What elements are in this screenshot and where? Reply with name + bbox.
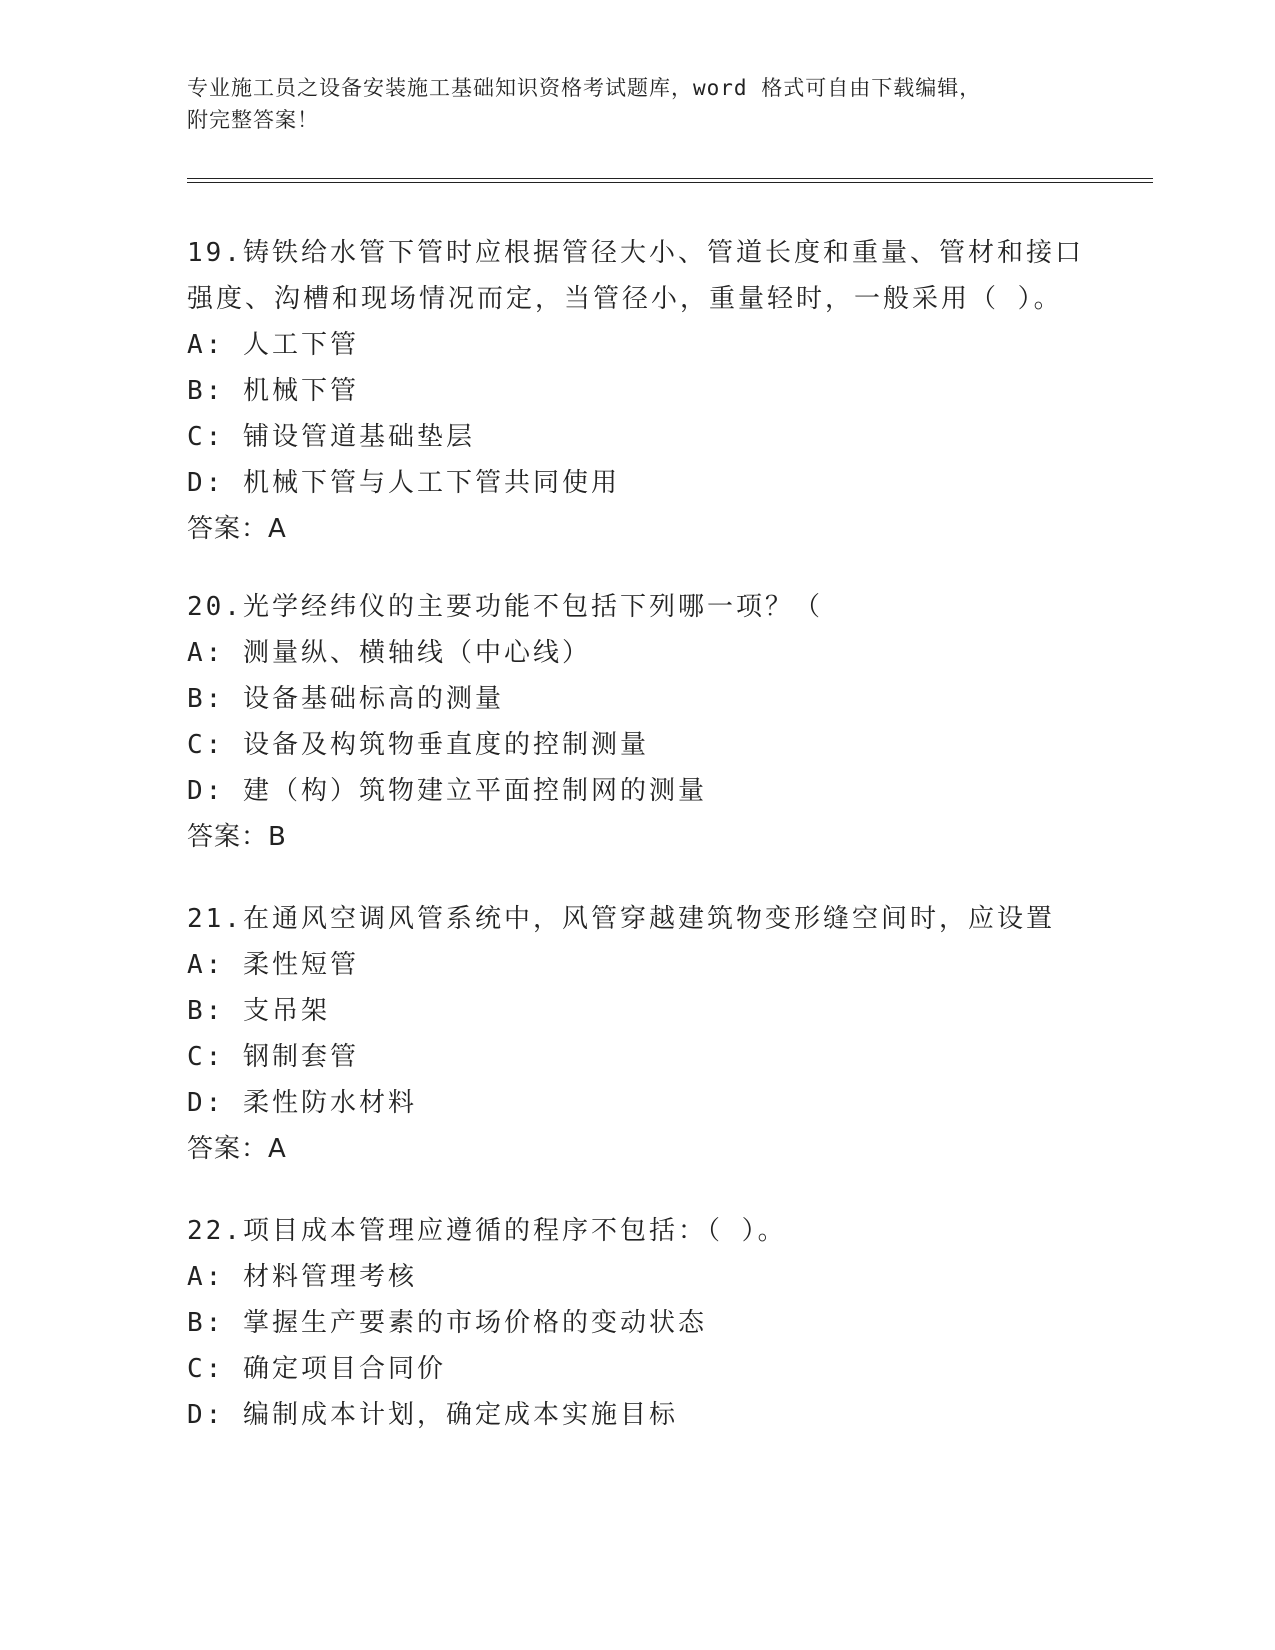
option-c: C: 确定项目合同价 [187,1354,446,1384]
answer-label: 答案：B [187,822,287,852]
question-stem-line: 21.在通风空调风管系统中，风管穿越建筑物变形缝空间时，应设置 [187,904,1055,934]
question-20 [187,584,1087,860]
header-line-1: 专业施工员之设备安装施工基础知识资格考试题库，word 格式可自由下载编辑， [187,76,982,100]
header-divider-top [187,178,1153,179]
header-line-2: 附完整答案！ [187,108,319,132]
option-b: B: 机械下管 [187,376,359,406]
question-22 [187,1208,1087,1438]
option-d: D: 建（构）筑物建立平面控制网的测量 [187,776,707,806]
question-stem-line: 22.项目成本管理应遵循的程序不包括：（ ）。 [187,1216,787,1246]
option-c: C: 设备及构筑物垂直度的控制测量 [187,730,649,760]
option-c: C: 铺设管道基础垫层 [187,422,475,452]
question-21 [187,896,1087,1172]
question-stem-line: 20.光学经纬仪的主要功能不包括下列哪一项？（ [187,592,823,622]
option-b: B: 掌握生产要素的市场价格的变动状态 [187,1308,707,1338]
answer-label: 答案：A [187,514,287,544]
option-a: A: 柔性短管 [187,950,359,980]
option-d: D: 机械下管与人工下管共同使用 [187,468,620,498]
document-header [187,72,1067,136]
option-b: B: 支吊架 [187,996,330,1026]
option-d: D: 柔性防水材料 [187,1088,417,1118]
option-d: D: 编制成本计划，确定成本实施目标 [187,1400,678,1430]
question-stem-line: 强度、沟槽和现场情况而定，当管径小，重量轻时，一般采用（ ）。 [187,284,1063,314]
option-a: A: 人工下管 [187,330,359,360]
answer-label: 答案：A [187,1134,287,1164]
option-a: A: 材料管理考核 [187,1262,417,1292]
option-b: B: 设备基础标高的测量 [187,684,504,714]
option-a: A: 测量纵、横轴线（中心线） [187,638,591,668]
header-divider-bottom [187,182,1153,183]
question-19 [187,230,1087,552]
option-c: C: 钢制套管 [187,1042,359,1072]
question-stem-line: 19.铸铁给水管下管时应根据管径大小、管道长度和重量、管材和接口 [187,238,1084,268]
